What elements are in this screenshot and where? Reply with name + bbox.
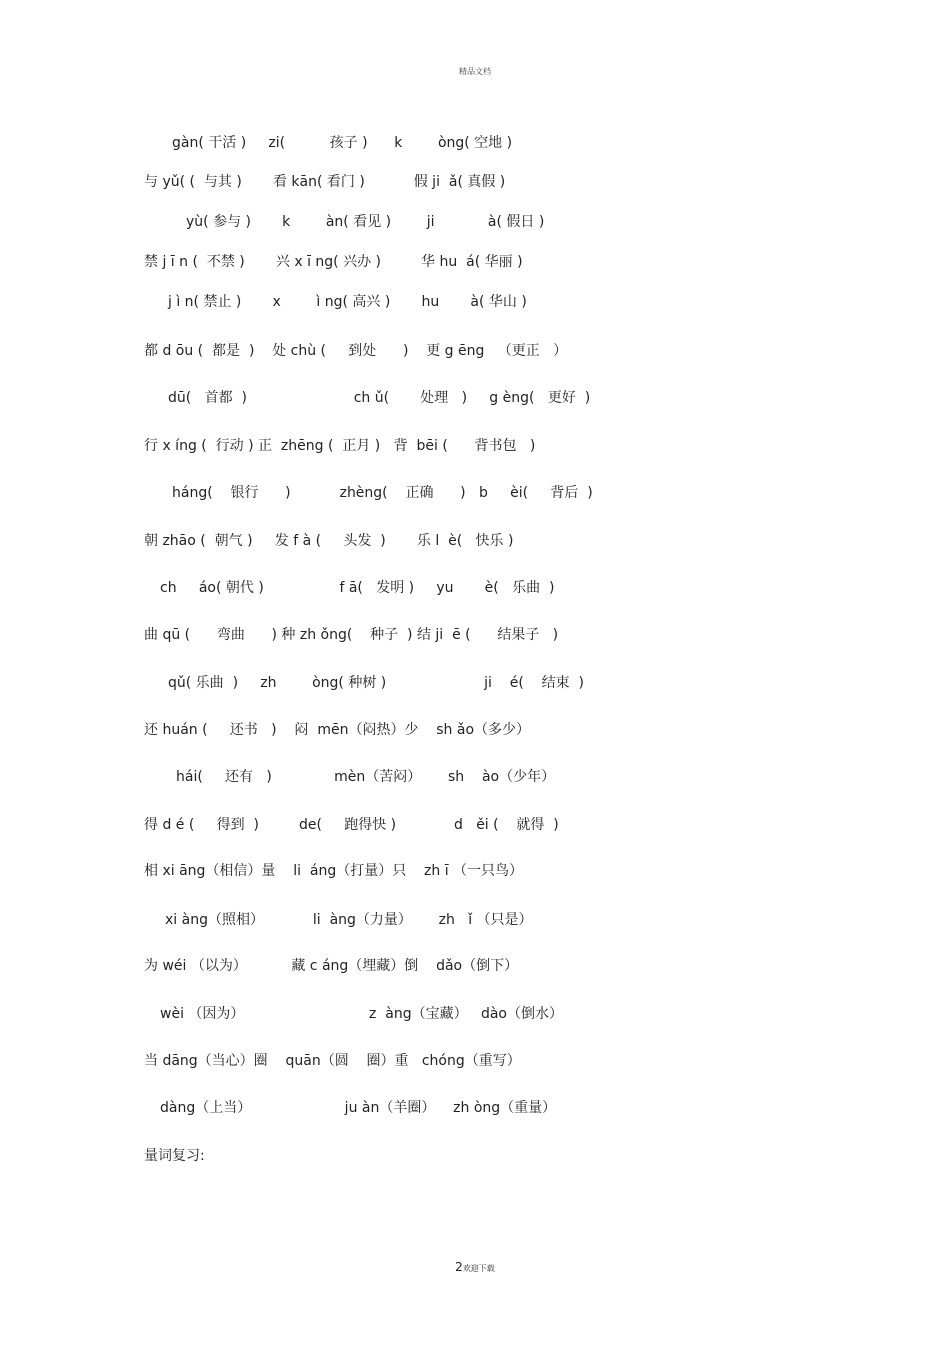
text-line-19: 为 wéi （以为） 藏 c áng（埋藏）倒 dǎo（倒下） xyxy=(144,958,519,974)
text-line-7: dū( 首都 ) ch ǔ( 处理 ) g èng( 更好 ) xyxy=(168,390,591,406)
text-line-16: 得 d é ( 得到 ) de( 跑得快 ) d ěi ( 就得 ) xyxy=(144,817,559,833)
page-footer xyxy=(0,1260,950,1274)
page-number: 2 xyxy=(455,1260,463,1274)
text-line-21: 当 dāng（当心）圈 quān（圆 圈）重 chóng（重写） xyxy=(144,1053,521,1069)
text-line-8: 行 x íng ( 行动 ) 正 zhēng ( 正月 ) 背 bēi ( 背书包 ) xyxy=(144,438,536,454)
section-heading: 量词复习: xyxy=(144,1148,205,1164)
page-header: 精品文档 xyxy=(459,67,491,76)
text-line-18: xi àng（照相） li àng（力量） zh ǐ （只是） xyxy=(165,912,533,928)
text-line-13: qǔ( 乐曲 ) zh òng( 种树 ) ji é( 结束 ) xyxy=(168,675,584,691)
text-line-15: hái( 还有 ) mèn（苦闷） sh ào（少年） xyxy=(176,769,556,785)
text-line-5: j ì n( 禁止 ) x ì ng( 高兴 ) hu à( 华山 ) xyxy=(168,294,527,310)
text-line-22: dàng（上当） ju àn（羊圈） zh òng（重量） xyxy=(160,1100,557,1116)
text-line-3: yù( 参与 ) k àn( 看见 ) ji à( 假日 ) xyxy=(186,214,545,230)
text-line-9: háng( 银行 ) zhèng( 正确 ) b èi( 背后 ) xyxy=(172,485,593,501)
text-line-14: 还 huán ( 还书 ) 闷 mēn（闷热）少 sh ǎo（多少） xyxy=(144,722,531,738)
text-line-20: wèi （因为） z àng（宝藏） dào（倒水） xyxy=(160,1006,563,1022)
text-line-1: gàn( 干活 ) zi( 孩子 ) k òng( 空地 ) xyxy=(172,135,513,151)
text-line-10: 朝 zhāo ( 朝气 ) 发 f à ( 头发 ) 乐 l è( 快乐 ) xyxy=(144,533,514,549)
text-line-17: 相 xi āng（相信）量 li áng（打量）只 zh ī （一只鸟） xyxy=(144,863,524,879)
text-line-11: ch áo( 朝代 ) f ā( 发明 ) yu è( 乐曲 ) xyxy=(160,580,555,596)
footer-text: 欢迎下载 xyxy=(462,1264,495,1273)
text-line-12: 曲 qū ( 弯曲 ) 种 zh ǒng( 种子 ) 结 ji ē ( 结果子 ) xyxy=(144,627,559,643)
text-line-2: 与 yǔ( ( 与其 ) 看 kān( 看门 ) 假 ji ǎ( 真假 ) xyxy=(144,174,506,190)
text-line-6: 都 d ōu ( 都是 ) 处 chù ( 到处 ) 更 g ēng （更正 ） xyxy=(144,343,568,359)
text-line-4: 禁 j ī n ( 不禁 ) 兴 x ī ng( 兴办 ) 华 hu á( 华丽 ) xyxy=(144,254,523,270)
